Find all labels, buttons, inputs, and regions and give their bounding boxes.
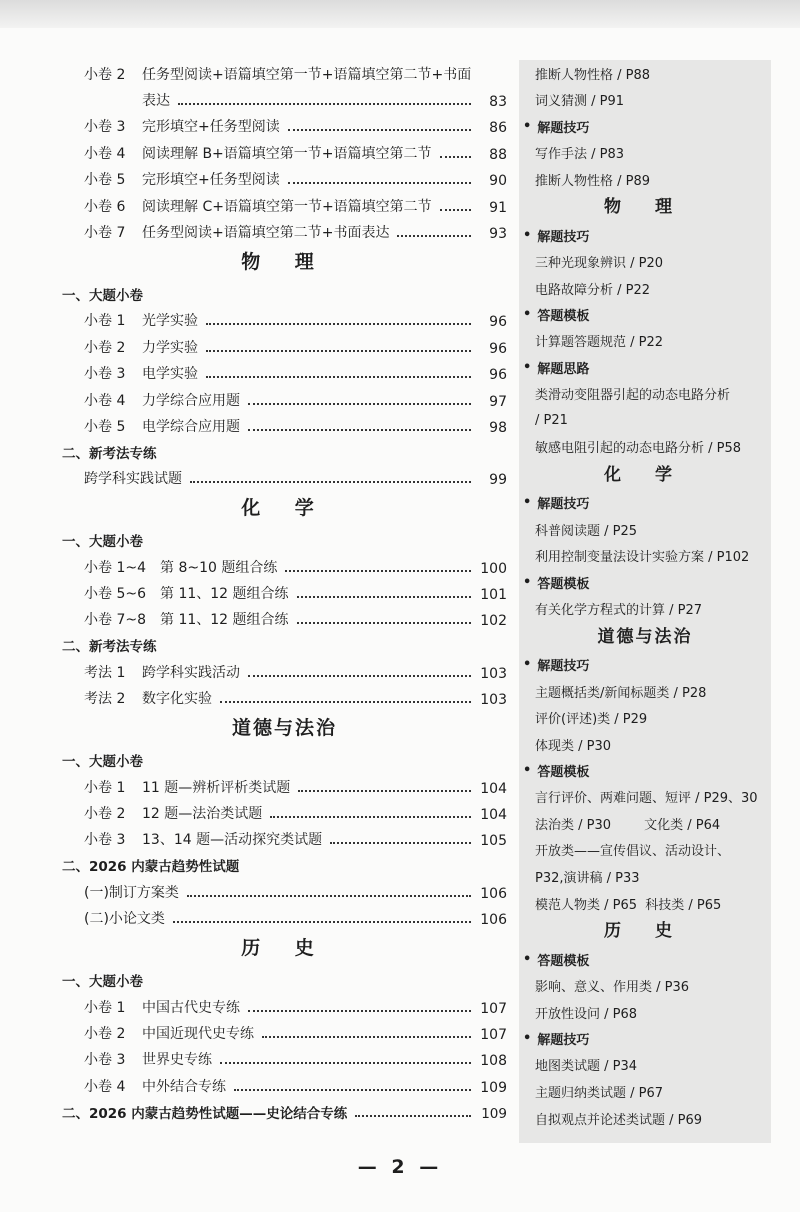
page-ref: 88 (489, 146, 507, 163)
page-ref: 90 (489, 173, 507, 190)
toc-row[interactable]: 小卷 7~8 第 11、12 题组合练 102 (84, 612, 507, 630)
bullet-icon: • (523, 574, 532, 590)
page-ref: 100 (480, 560, 507, 577)
toc-row[interactable]: 小卷 4 阅读理解 B+语篇填空第一节+语篇填空第二节 88 (84, 145, 507, 163)
page-ref: 86 (489, 120, 507, 137)
page-ref: 107 (480, 1000, 507, 1017)
bullet-icon: • (523, 307, 532, 323)
page-ref: 99 (489, 472, 507, 489)
page-ref: 106 (480, 885, 507, 902)
leader-dots (173, 921, 471, 923)
page-ref: 107 (480, 1026, 507, 1043)
tip-item[interactable]: 开放类——宣传倡议、活动设计、 (535, 844, 731, 860)
toc-main-column (62, 58, 507, 1122)
tip-group-heading: • 答题模板 (523, 307, 590, 325)
page-ref: 109 (480, 1079, 507, 1096)
page-ref: 91 (489, 199, 507, 216)
tip-item[interactable]: 体现类 / P30 (535, 738, 612, 754)
tip-item[interactable]: 开放性设问 / P68 (535, 1006, 638, 1022)
page-ref: 106 (480, 912, 507, 929)
toc-row[interactable]: 小卷 2 力学实验 96 (84, 339, 507, 357)
leader-dots (206, 350, 471, 352)
toc-row[interactable]: 考法 2 数字化实验 103 (84, 691, 507, 709)
leader-dots (248, 675, 471, 677)
tip-group-heading: • 解题技巧 (523, 227, 590, 245)
tip-item[interactable]: 利用控制变量法设计实验方案 / P102 (535, 550, 750, 566)
bullet-icon: • (523, 227, 532, 243)
tip-item[interactable]: 模范人物类 / P65 科技类 / P65 (535, 897, 722, 913)
toc-row[interactable]: 小卷 5 电学综合应用题 98 (84, 418, 507, 436)
bullet-icon: • (523, 1031, 532, 1047)
subject-heading-physics: 物 理 (241, 250, 328, 273)
bullet-icon: • (523, 359, 532, 375)
leader-dots (440, 156, 471, 158)
toc-row-continued[interactable]: 表达 83 (142, 93, 507, 110)
section-heading: 二、新考法专练 (62, 445, 157, 462)
tip-group-heading: • 解题技巧 (523, 657, 590, 675)
bullet-icon: • (523, 118, 532, 134)
tip-group-heading: • 答题模板 (523, 763, 590, 780)
toc-row[interactable]: 小卷 2 12 题—法治类试题 104 (84, 806, 507, 824)
toc-row[interactable]: 小卷 3 世界史专练 108 (84, 1052, 507, 1070)
tip-item[interactable]: 自拟观点并论述类试题 / P69 (535, 1112, 703, 1128)
tip-group-heading: • 解题技巧 (523, 1031, 590, 1049)
toc-row[interactable]: 小卷 2 任务型阅读+语篇填空第一节+语篇填空第二节+书面 (84, 67, 472, 83)
page-number: — 2 — (357, 1156, 443, 1178)
subject-heading-morality-law: 道德与法治 (231, 717, 337, 740)
leader-dots (220, 701, 471, 703)
tip-item[interactable]: 电路故障分析 / P22 (535, 282, 651, 298)
tip-item[interactable]: 敏感电阻引起的动态电路分析 / P58 (535, 441, 742, 457)
subject-heading-chemistry: 化 学 (241, 497, 328, 520)
page-ref: 104 (480, 780, 507, 797)
page-ref: 93 (489, 225, 507, 242)
toc-row[interactable]: 考法 1 跨学科实践活动 103 (84, 664, 507, 682)
bullet-icon: • (523, 951, 532, 967)
tip-item[interactable]: 三种光现象辨识 / P20 (535, 256, 664, 272)
page-ref: 102 (480, 613, 507, 630)
tip-item[interactable]: 地图类试题 / P34 (535, 1059, 638, 1075)
leader-dots (270, 816, 471, 818)
toc-row[interactable]: 小卷 4 力学综合应用题 97 (84, 392, 507, 410)
leader-dots (288, 129, 471, 131)
tip-group-heading: • 解题技巧 (523, 495, 590, 513)
tip-item[interactable]: 推断人物性格 / P88 (535, 67, 651, 83)
toc-row[interactable]: 小卷 5~6 第 11、12 题组合练 101 (84, 586, 507, 604)
section-heading: 二、新考法专练 (62, 639, 157, 656)
leader-dots (220, 1062, 471, 1064)
tip-group-heading: • 解题技巧 (523, 118, 590, 136)
toc-row[interactable]: 跨学科实践试题 99 (84, 471, 507, 489)
leader-dots (355, 1115, 471, 1117)
section-heading: 二、2026 内蒙古趋势性试题 (62, 859, 240, 876)
leader-dots (248, 1010, 471, 1012)
leader-dots (440, 209, 471, 211)
leader-dots (206, 323, 471, 325)
tip-item[interactable]: 主题归纳类试题 / P67 (535, 1086, 664, 1102)
sidebar-subject-chemistry: 化 学 (604, 464, 686, 485)
toc-row[interactable]: (一)制订方案类 106 (84, 884, 507, 902)
tip-item[interactable]: 主题概括类/新闻标题类 / P28 (535, 685, 707, 701)
toc-row[interactable]: (二)小论文类 106 (84, 911, 507, 929)
tip-item[interactable]: 类滑动变阻器引起的动态电路分析 (535, 387, 731, 403)
page-ref: 103 (480, 692, 507, 709)
leader-dots (262, 1036, 471, 1038)
toc-row[interactable]: 小卷 4 中外结合专练 109 (84, 1078, 507, 1096)
leader-dots (206, 376, 471, 378)
tip-item[interactable]: 计算题答题规范 / P22 (535, 335, 664, 351)
section-heading: 一、大题小卷 (62, 534, 143, 551)
bullet-icon: • (523, 763, 532, 778)
toc-row[interactable]: 小卷 7 任务型阅读+语篇填空第二节+书面表达 93 (84, 224, 507, 242)
leader-dots (397, 235, 471, 237)
tip-item[interactable]: 言行评价、两难问题、短评 / P29、30 (535, 791, 758, 807)
page-ref: 108 (480, 1053, 507, 1070)
leader-dots (248, 429, 471, 431)
bullet-icon: • (523, 657, 532, 673)
toc-row[interactable]: 小卷 1 中国古代史专练 107 (84, 999, 507, 1017)
leader-dots (330, 842, 471, 844)
page-ref: 97 (489, 393, 507, 410)
tips-sidebar (519, 60, 771, 1143)
tip-group-heading: • 解题思路 (523, 359, 590, 377)
tip-item[interactable]: 写作手法 / P83 (535, 146, 625, 162)
tip-item[interactable]: 词义猜测 / P91 (535, 94, 625, 110)
page-ref: 109 (481, 1106, 507, 1123)
section-heading: 一、大题小卷 (62, 974, 143, 991)
tip-item[interactable]: P32,演讲稿 / P33 (535, 871, 640, 887)
page-ref: 103 (480, 665, 507, 682)
leader-dots (298, 790, 471, 792)
sidebar-subject-morality-law: 道德与法治 (597, 626, 693, 647)
page-ref: 83 (489, 94, 507, 110)
section-heading-row[interactable]: 二、2026 内蒙古趋势性试题——史论结合专练 109 (62, 1106, 507, 1123)
toc-row[interactable]: 小卷 3 电学实验 96 (84, 366, 507, 384)
page-ref: 101 (480, 587, 507, 604)
toc-row[interactable]: 小卷 3 13、14 题—活动探究类试题 105 (84, 832, 507, 850)
tip-item[interactable]: 推断人物性格 / P89 (535, 173, 651, 189)
toc-row[interactable]: 小卷 2 中国近现代史专练 107 (84, 1025, 507, 1043)
leader-dots (178, 103, 471, 105)
section-heading: 一、大题小卷 (62, 754, 143, 771)
toc-row[interactable]: 小卷 3 完形填空+任务型阅读 86 (84, 119, 507, 137)
toc-row[interactable]: 小卷 1 光学实验 96 (84, 313, 507, 331)
page-ref: 96 (489, 314, 507, 331)
tip-group-heading: • 答题模板 (523, 574, 590, 592)
tip-item[interactable]: 有关化学方程式的计算 / P27 (535, 602, 703, 618)
tip-item[interactable]: 评价(评述)类 / P29 (535, 712, 648, 728)
page-ref: 104 (480, 807, 507, 824)
sidebar-subject-history: 历 史 (604, 921, 686, 942)
leader-dots (285, 570, 471, 572)
leader-dots (187, 895, 471, 897)
sidebar-subject-physics: 物 理 (604, 197, 686, 218)
toc-row[interactable]: 小卷 1~4 第 8~10 题组合练 100 (84, 559, 507, 577)
leader-dots (288, 182, 471, 184)
leader-dots (234, 1089, 471, 1091)
tip-item[interactable]: 法治类 / P30 文化类 / P64 (535, 817, 721, 833)
page-ref: 98 (489, 419, 507, 436)
toc-row[interactable]: 小卷 6 阅读理解 C+语篇填空第一节+语篇填空第二节 91 (84, 198, 507, 216)
subject-heading-history: 历 史 (241, 937, 328, 960)
page-top-shadow (0, 0, 800, 28)
toc-row[interactable]: 小卷 1 11 题—辨析评析类试题 104 (84, 779, 507, 797)
tip-item[interactable]: 影响、意义、作用类 / P36 (535, 980, 690, 996)
page-ref: 96 (489, 367, 507, 384)
leader-dots (297, 622, 471, 624)
section-heading: 一、大题小卷 (62, 287, 143, 304)
tip-item[interactable]: / P21 (535, 412, 568, 428)
page-ref: 96 (489, 340, 507, 357)
bullet-icon: • (523, 495, 532, 511)
leader-dots (297, 596, 471, 598)
leader-dots (248, 403, 471, 405)
tip-group-heading: • 答题模板 (523, 951, 590, 969)
tip-item[interactable]: 科普阅读题 / P25 (535, 523, 638, 539)
toc-row[interactable]: 小卷 5 完形填空+任务型阅读 90 (84, 172, 507, 190)
page-ref: 105 (480, 833, 507, 850)
leader-dots (190, 481, 471, 483)
